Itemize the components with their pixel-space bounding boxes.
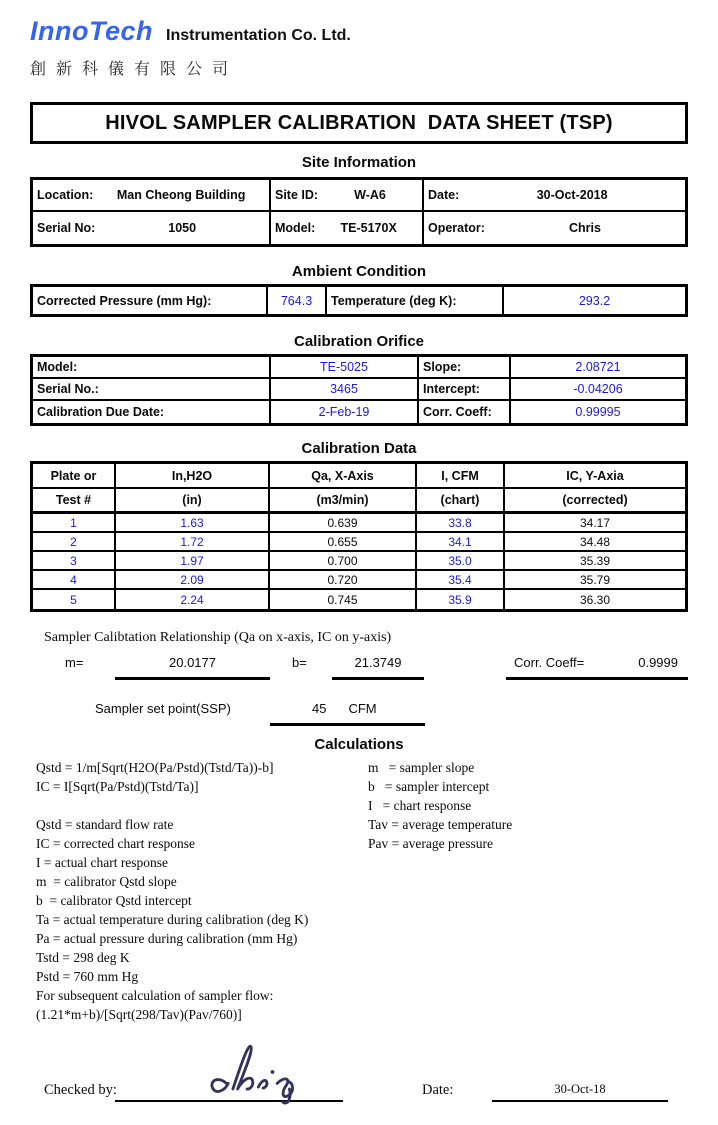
date-cell bbox=[424, 180, 685, 210]
table-cell: 1.97 bbox=[116, 552, 270, 569]
temperature-label-cell bbox=[327, 287, 504, 314]
ssp-value: 45 bbox=[312, 701, 327, 716]
calibration-orifice-table bbox=[30, 354, 688, 426]
table-cell: 34.48 bbox=[579, 534, 611, 549]
table-cell: 1.72 bbox=[116, 533, 270, 550]
formula-line: Pstd = 760 mm Hg bbox=[36, 969, 139, 984]
serial-cell bbox=[33, 212, 271, 244]
table-row bbox=[33, 401, 685, 423]
column-header: I, CFM bbox=[417, 464, 505, 487]
corr-coeff-value: 0.9999 bbox=[638, 655, 678, 670]
formula-line: b = sampler intercept bbox=[368, 779, 490, 794]
formula-line: IC = I[Sqrt(Pa/Pstd)(Tstd/Ta)] bbox=[36, 779, 199, 794]
relationship-heading: Sampler Calibtation Relationship (Qa on x-axis, IC on y-axis) bbox=[44, 630, 392, 645]
table-row bbox=[33, 552, 685, 571]
due-date-label-cell bbox=[33, 401, 271, 423]
table-cell: 0.700 bbox=[270, 552, 417, 569]
b-label: b= bbox=[292, 655, 307, 670]
column-header: (m3/min) bbox=[270, 489, 417, 511]
orifice-model-label-cell bbox=[33, 357, 271, 377]
date-value: 30-Oct-2018 bbox=[536, 188, 608, 202]
orifice-serial-value-cell bbox=[271, 379, 419, 399]
table-row bbox=[33, 590, 685, 609]
intercept-label: Intercept: bbox=[423, 382, 480, 396]
table-cell: 34.1 bbox=[417, 533, 505, 550]
due-date-label: Calibration Due Date: bbox=[37, 405, 165, 419]
column-header: Test # bbox=[33, 489, 116, 511]
column-header: In,H2O bbox=[116, 464, 270, 487]
table-cell: 1.63 bbox=[116, 514, 270, 531]
orifice-serial-label-cell bbox=[33, 379, 271, 399]
table-cell: 0.745 bbox=[270, 590, 417, 609]
table-cell: 0.655 bbox=[270, 533, 417, 550]
formula-line: I = actual chart response bbox=[36, 855, 169, 870]
site-id-label: Site ID: bbox=[275, 188, 319, 202]
date-label: Date: bbox=[428, 188, 460, 202]
column-header: (in) bbox=[116, 489, 270, 511]
formula-line bbox=[36, 796, 368, 815]
column-header: (chart) bbox=[417, 489, 505, 511]
corr-coeff-box bbox=[506, 652, 688, 680]
calculations-block bbox=[30, 758, 688, 1024]
table-cell: 2.09 bbox=[116, 571, 270, 588]
column-header: (corrected) bbox=[562, 493, 628, 507]
intercept-value-cell bbox=[511, 379, 685, 399]
table-cell: 5 bbox=[33, 590, 116, 609]
table-cell: 0.720 bbox=[270, 571, 417, 588]
column-header: Qa, X-Axis bbox=[270, 464, 417, 487]
formula-column-right bbox=[368, 758, 688, 1024]
orifice-serial-value: 3465 bbox=[330, 382, 358, 396]
table-cell: 35.0 bbox=[417, 552, 505, 569]
relationship-values-row bbox=[30, 652, 688, 686]
pressure-label-cell bbox=[33, 287, 268, 314]
company-logo: InnoTech bbox=[30, 16, 153, 46]
section-heading-ambient-condition: Ambient Condition bbox=[291, 263, 427, 280]
formula-line: Ta = actual temperature during calibration (deg K) bbox=[36, 912, 309, 927]
table-cell: 35.39 bbox=[579, 553, 611, 568]
table-header-row bbox=[33, 464, 685, 489]
serial-label: Serial No: bbox=[37, 221, 96, 235]
company-name-chinese: 創新科儀有限公司 bbox=[30, 61, 239, 78]
ssp-label: Sampler set point(SSP) bbox=[95, 701, 231, 716]
table-cell: 2.24 bbox=[116, 590, 270, 609]
orifice-model-value-cell bbox=[271, 357, 419, 377]
table-cell: 35.4 bbox=[417, 571, 505, 588]
calibration-data-table bbox=[30, 461, 688, 612]
location-cell bbox=[33, 180, 271, 210]
operator-label: Operator: bbox=[428, 221, 485, 235]
signature bbox=[198, 1032, 330, 1112]
section-heading-site-information: Site Information bbox=[301, 154, 417, 171]
b-value: 21.3749 bbox=[332, 652, 424, 680]
section-heading-calculations: Calculations bbox=[314, 736, 404, 753]
table-row bbox=[33, 533, 685, 552]
table-cell: 34.17 bbox=[579, 515, 611, 530]
table-cell: 36.30 bbox=[579, 592, 611, 607]
m-value: 20.0177 bbox=[115, 652, 270, 680]
serial-value: 1050 bbox=[168, 221, 197, 235]
formula-line: b = calibrator Qstd intercept bbox=[36, 893, 192, 908]
sheet-title: HIVOL SAMPLER CALIBRATION DATA SHEET (TSP) bbox=[105, 111, 613, 134]
formula-line: Tav = average temperature bbox=[368, 817, 513, 832]
company-header bbox=[30, 16, 688, 48]
m-label: m= bbox=[65, 655, 84, 670]
formula-line: m = sampler slope bbox=[368, 760, 475, 775]
ssp-unit: CFM bbox=[348, 701, 377, 716]
table-row bbox=[33, 379, 685, 401]
table-header-row bbox=[33, 489, 685, 514]
company-name: Instrumentation Co. Ltd. bbox=[166, 27, 351, 44]
ambient-condition-table bbox=[30, 284, 688, 317]
table-cell: 0.639 bbox=[270, 514, 417, 531]
formula-line: m = calibrator Qstd slope bbox=[36, 874, 177, 889]
location-value: Man Cheong Building bbox=[116, 188, 246, 202]
section-heading-calibration-orifice: Calibration Orifice bbox=[293, 333, 425, 350]
slope-value: 2.08721 bbox=[575, 360, 621, 374]
operator-cell bbox=[424, 212, 685, 244]
table-row bbox=[33, 357, 685, 379]
table-cell: 4 bbox=[33, 571, 116, 588]
site-id-value: W-A6 bbox=[354, 188, 386, 202]
table-row bbox=[33, 571, 685, 590]
model-cell bbox=[271, 212, 424, 244]
formula-column-left bbox=[36, 758, 368, 1024]
ssp-value-box bbox=[270, 698, 425, 726]
site-id-cell bbox=[271, 180, 424, 210]
corr-coeff-label: Corr. Coeff= bbox=[514, 655, 585, 670]
section-heading-calibration-data: Calibration Data bbox=[301, 440, 417, 457]
temperature-value: 293.2 bbox=[578, 293, 611, 308]
slope-label-cell bbox=[419, 357, 511, 377]
due-date-value-cell bbox=[271, 401, 419, 423]
table-cell: 35.79 bbox=[579, 572, 611, 587]
model-value: TE-5170X bbox=[340, 221, 397, 235]
due-date-value: 2-Feb-19 bbox=[318, 405, 370, 419]
table-row bbox=[33, 212, 685, 244]
temperature-value-cell bbox=[504, 287, 685, 314]
formula-line: IC = corrected chart response bbox=[36, 836, 196, 851]
operator-value: Chris bbox=[569, 221, 601, 235]
slope-value-cell bbox=[511, 357, 685, 377]
orifice-model-value: TE-5025 bbox=[320, 360, 368, 374]
formula-line: Pav = average pressure bbox=[368, 836, 493, 851]
table-cell: 3 bbox=[33, 552, 116, 569]
temperature-label: Temperature (deg K): bbox=[331, 293, 457, 308]
slope-label: Slope: bbox=[423, 360, 462, 374]
formula-line: Tstd = 298 deg K bbox=[36, 950, 130, 965]
sign-date-value: 30-Oct-18 bbox=[554, 1082, 606, 1096]
pressure-value-cell bbox=[268, 287, 327, 314]
corr-coeff-value: 0.99995 bbox=[575, 405, 621, 419]
table-cell: 33.8 bbox=[417, 514, 505, 531]
sampler-set-point-row bbox=[30, 698, 688, 732]
orifice-serial-label: Serial No.: bbox=[37, 382, 99, 396]
sign-off-row bbox=[30, 1078, 688, 1118]
formula-line: I = chart response bbox=[368, 798, 472, 813]
orifice-model-label: Model: bbox=[37, 360, 78, 374]
sign-date-line bbox=[492, 1078, 668, 1102]
column-header: IC, Y-Axia bbox=[566, 468, 624, 483]
table-cell: 1 bbox=[33, 514, 116, 531]
formula-line: Qstd = 1/m[Sqrt(H2O(Pa/Pstd)(Tstd/Ta))-b] bbox=[36, 760, 274, 775]
model-label: Model: bbox=[275, 221, 316, 235]
intercept-value: -0.04206 bbox=[573, 382, 623, 396]
sign-date-label: Date: bbox=[422, 1082, 454, 1098]
formula-line: For subsequent calculation of sampler flow: bbox=[36, 988, 274, 1003]
table-row bbox=[33, 180, 685, 212]
column-header: Plate or bbox=[33, 464, 116, 487]
corr-coeff-value-cell bbox=[511, 401, 685, 423]
site-info-table bbox=[30, 177, 688, 247]
intercept-label-cell bbox=[419, 379, 511, 399]
corr-coeff-label-cell bbox=[419, 401, 511, 423]
table-row bbox=[33, 514, 685, 533]
pressure-value: 764.3 bbox=[280, 293, 313, 308]
sheet-title-box bbox=[30, 102, 688, 144]
location-label: Location: bbox=[37, 188, 94, 202]
checked-by-label: Checked by: bbox=[44, 1082, 117, 1098]
corr-coeff-label: Corr. Coeff: bbox=[423, 405, 492, 419]
table-cell: 2 bbox=[33, 533, 116, 550]
formula-line: (1.21*m+b)/[Sqrt(298/Tav)(Pav/760)] bbox=[36, 1007, 242, 1022]
formula-line: Pa = actual pressure during calibration (mm Hg) bbox=[36, 931, 298, 946]
pressure-label: Corrected Pressure (mm Hg): bbox=[37, 293, 212, 308]
table-row bbox=[33, 287, 685, 314]
table-cell: 35.9 bbox=[417, 590, 505, 609]
formula-line: Qstd = standard flow rate bbox=[36, 817, 174, 832]
